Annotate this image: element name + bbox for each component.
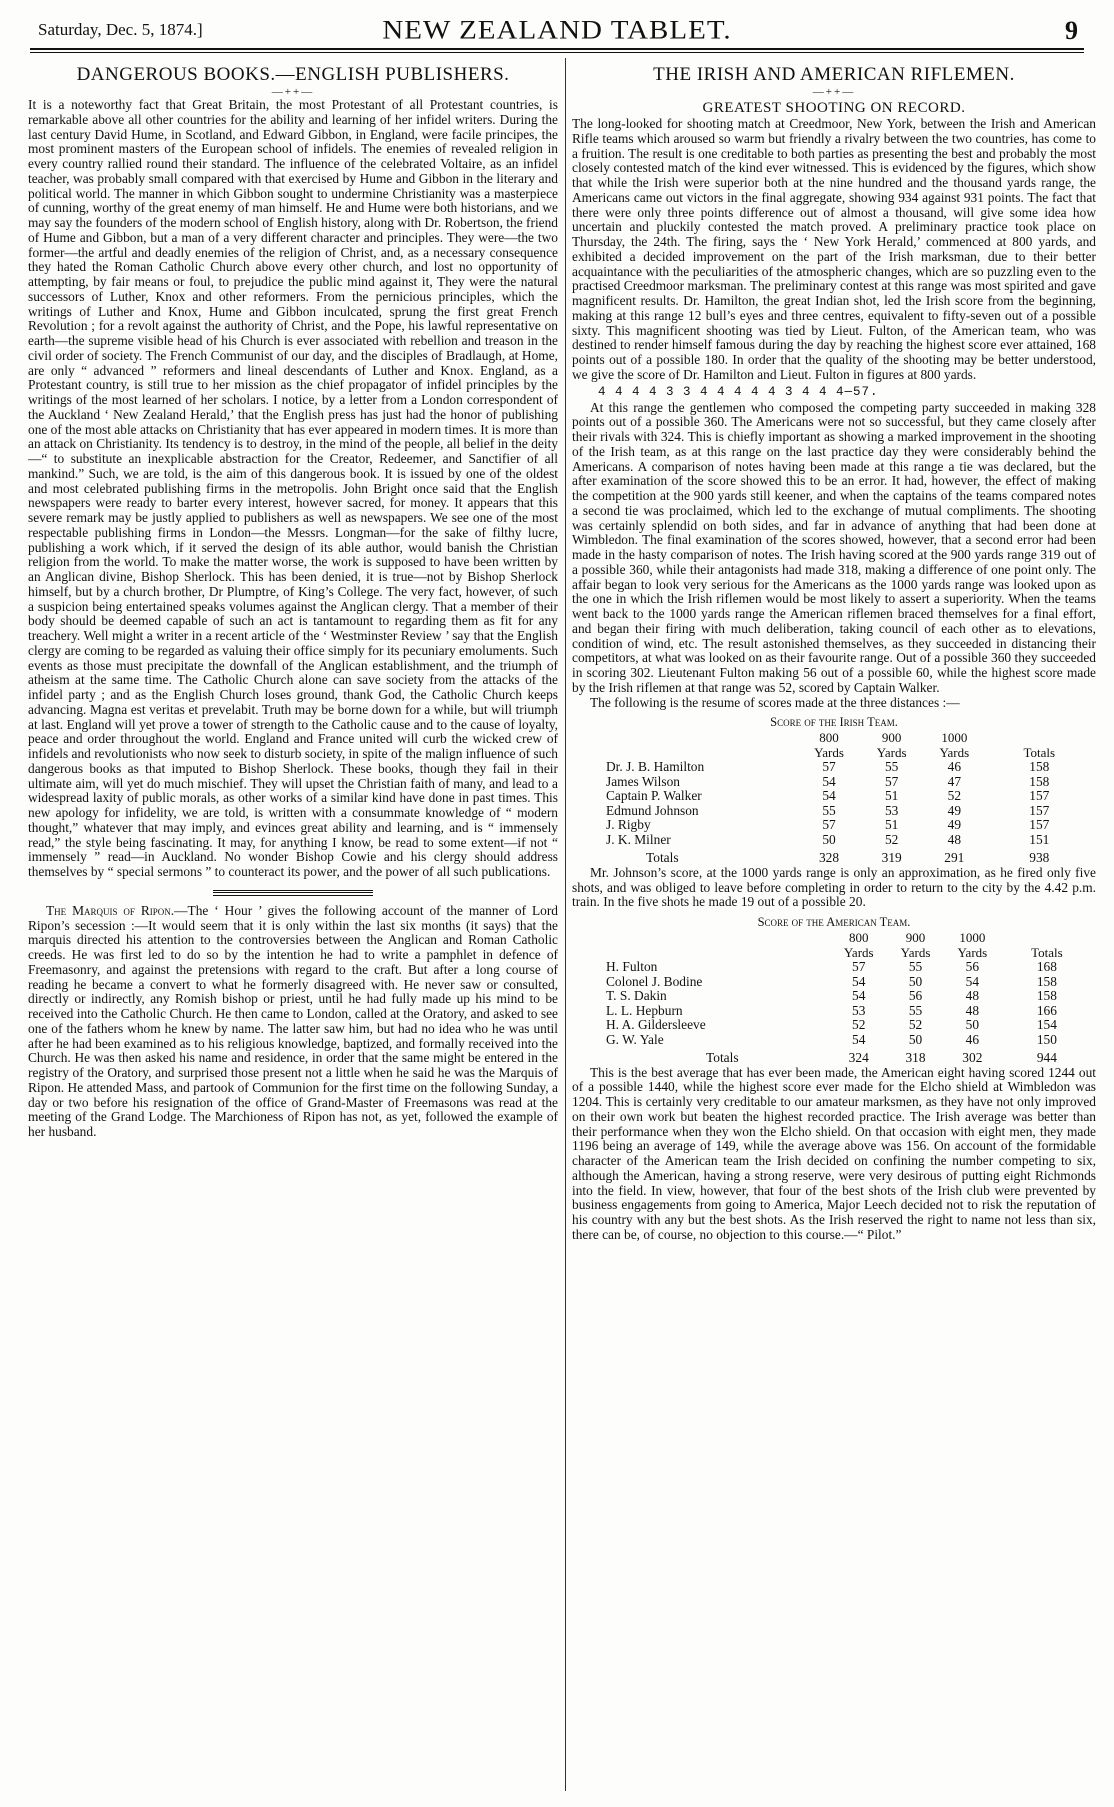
score-cell: 54 [965,973,980,989]
score-cell: 52 [852,1017,866,1032]
right-column [572,58,1096,1793]
score-cell: 55 [908,959,923,974]
table-row [606,804,1096,819]
score-cell: 54 [852,988,866,1003]
table-header-row [606,731,1096,746]
score-cell: 46 [947,759,962,775]
shooter-name: Colonel J. Bodine [606,973,703,989]
score-cell: 49 [947,802,962,818]
score-cell: 50 [965,1017,980,1032]
score-cell: 291 [944,850,965,866]
newspaper-title: NEW ZEALAND TABLET. [382,15,732,45]
score-cell: 52 [947,788,962,804]
score-figures: 4 4 4 4 3 3 4 4 4 4 4 3 4 4 4—57. [598,384,879,399]
riflemen-paragraph-4: Mr. Johnson’s score, at the 1000 yards range is only an approximation, as he fired only five shots, and was obliged to leave before completing in order to return to the city by the 4.42 p.m. train. In the five shots he made 19 out of a possible 20. [572,864,1096,910]
score-cell: 56 [908,988,923,1003]
distance-header: 900 [881,730,902,746]
score-cell: 48 [965,1002,980,1018]
ripon-body: —The ‘ Hour ’ gives the following account of the manner of Lord Ripon’s secession :—It would seem that it is only within the last six months (it says) that the marquis directed his attention to the controversies between the Anglican and Roman Catholic creeds. He was first led to do so by the intention he had to write a pamphlet in defence of Freemasonry, and against the pretensions with regard to the craft. But after a long course of reading he became a convert to what he formerly disagreed with. He never saw or consulted, directly or indirectly, any Romish bishop or priest, until he had fully made up his mind to be received into the Catholic Church. He then came to London, called at the Oratory, and asked to see one of the fathers whom he knew by name. The latter saw him, but had no idea who he was until after he had been examined as to his religious knowledge, baptized, and formally received into the Church. He was then asked his name and residence, in order that the same might be entered in the registry of the Oratory, and surprised those present not a little when he said he was the Marquis of Ripon. He attended Mass, and partook of Communion for the first time on the following Sunday, a day or two before his resignation of the office of Grand-Master of Freemasons was read at the meeting of the Grand Lodge. The Marchioness of Ripon has not, as yet, followed the example of her husband. [28,902,558,1139]
score-cell: 324 [848,1050,869,1065]
table-row [606,760,1096,775]
table-row [606,1018,1096,1033]
total-cell: 157 [1029,802,1050,818]
shooter-name: H. Fulton [606,959,658,974]
table-row [606,818,1096,833]
score-cell: 47 [947,773,962,789]
score-cell: 52 [908,1017,923,1032]
table-row [606,775,1096,790]
riflemen-paragraph-5: This is the best average that has ever been made, the American eight having scored 1244 out of a possible 1440, while the highest score ever made for the Elcho shield at Wimbledon was 1204. This is certainly very creditable to our amateur marksmen, as they have not only improved on their own work but beaten the highest recorded practice. The Irish average was better than their performance when they won the Elcho shield. On that occasion with eight men, they made 1196 being an average of 149, while the average above was 156. On account of the formidable character of the American team the Irish decided on confining the number competing to six, although the American, having a strong reserve, were very desirous of putting eight Richmonds into the field. In view, however, that four of the best shots of the Irish club were prevented by business engagements from going to America, Major Leech decided not to risk the reputation of his country with any but the best shots. As the Irish reserved the right to name not less than six, there can be, of course, no objection to this course.—“ Pilot.” [572,1064,1096,1242]
shooter-name: Edmund Johnson [606,802,699,818]
score-cell: 54 [852,1031,866,1047]
shooter-name: J. Rigby [606,817,651,833]
distance-header: 800 [848,930,869,945]
masthead-rule [30,52,1084,53]
unit-header: Yards [900,944,931,960]
score-cell: 57 [884,773,899,789]
score-cell: 55 [822,802,836,818]
unit-header: Yards [957,944,988,960]
article-heading-dangerous-books: DANGEROUS BOOKS.—ENGLISH PUBLISHERS. [76,64,510,85]
article-heading-riflemen: THE IRISH AND AMERICAN RIFLEMEN. [653,64,1015,85]
score-cell: 56 [965,959,980,974]
unit-header: Yards [939,744,970,760]
score-cell: 54 [822,773,836,789]
shooter-name: Dr. J. B. Hamilton [606,759,705,775]
table-header-row [606,946,1096,961]
table-row [606,1033,1096,1048]
score-cell: 50 [908,1031,923,1047]
issue-date: Saturday, Dec. 5, 1874.] [38,20,203,39]
score-cell: 54 [822,788,836,804]
score-cell: 57 [822,759,836,775]
riflemen-paragraph-1: The long-looked for shooting match at Creedmoor, New York, between the Irish and American Rifle teams which aroused so warm but friendly a rivalry between the two countries, has come to a fruition. The result is one creditable to both parties as presenting the best and probably the most closely contested match of the kind ever witnessed. This is evidenced by the figures, which show that while the Irish were superior both at the nine hundred and the thousand yards range, the Americans came out victors in the final aggregate, showing 934 against 931 points. The fact that there were only three points difference out of almost a thousand, will give some idea how uncertain and pluckily contested the match proved. A preliminary practice took place on Thursday, the 24th. The firing, says the ‘ New York Herald,’ commenced at 800 yards, and exhibited a decided improvement on the part of the Irish marksman, due to their better acquaintance with the peculiarities of the atmospheric changes, which are so puzzling even to the practised Creedmoor marksman. The preliminary contest at this range was most spirited and gave magnificent results. Dr. Hamilton, the great Indian shot, led the Irish score from the beginning, making at this range 12 bull’s eyes and three centres, equivalent to fifty-seven out of a possible sixty. This magnificent shooting was tied by Lieut. Fulton, of the American team, who was destined to render himself famous during the day by reaching the highest score ever attained, 168 points out of a possible 180. In order that the quality of the shooting may be better understood, we give the score of Dr. Hamilton and Lieut. Fulton in figures at 800 yards. [572,116,1096,382]
totals-row [606,1047,1096,1066]
shooter-name: James Wilson [606,773,680,789]
totals-label: Totals [706,1050,739,1065]
total-cell: 158 [1029,773,1050,789]
article-body-dangerous-books: It is a noteworthy fact that Great Britain, the most Protestant of all Protestant countries, is remarkable above all other countries for the ability and learning of her infidel writers. During the last century David Hume, in Scotland, and Edward Gibbon, in England, were facile principes, the most prominent masters of the European school of infidels. The enemies of revealed religion in every country rallied round their standard. The influence of the celebrated Voltaire, as an infidel teacher, was probably small compared with that exercised by Hume and Gibbon in the literary and political world. The manner in which Gibbon sought to undermine Christianity was a masterpiece of cunning, worthy of the great enemy of man himself. He and Hume were both historians, and we may say the founders of the modern school of English history, along with Dr. Robertson, the friend of Hume and Gibbon, but a man of a very different character and principles. They were—the two former—the artful and deadly enemies of the religion of Christ, and, as a necessary consequence they hated the Roman Catholic Church above every other church, and lost no opportunity of attempting, by fair means or foul, to prejudice the public mind against it, They were the natural successors of Luther, Knox and other reformers. From the pernicious principles, which the writings of Luther and Knox, Hume and Gibbon inculcated, sprung the first great French Revolution ; for a revolt against the authority of Christ, and the Pope, his lawful representative on earth—the supreme visible head of his Church is ever associated with rebellion and treason in the civil order of society. The French Communist of our day, and the disciples of Bradlaugh, at Home, are only “ advanced ” reformers and lineal descendants of Luther and Knox. England, as a Protestant country, is still true to her mission as the chief propagator of infidel principles by the writings of the most learned of her scholars. I notice, by a letter from a London correspondent of the Auckland ‘ New Zealand Herald,’ that the English press has just had the honor of publishing one of the most able attacks on Christianity that has ever appeared in modern times. It is more than an attack on Christianity. Its tendency is to destroy, in the mind of the people, all belief in the deity—“ to substitute an inexplicable abstraction for the Creator, Redeemer, and Sanctifier of all mankind.” Such, we are told, is the aim of this dangerous book. It is issued by one of the oldest and most celebrated publishing firms in the metropolis. John Bright once said that the English newspapers were ready to barter every interest, however sacred, for money. It appears that this severe remark may be justly applied to publishers as well as newspapers. We see one of the most respectable publishing firms in London—the Messrs. Longman—for the sake of filthy lucre, publishing a work which, if it served the design of its able author, would banish the Christian religion from the world. To make the matter worse, the work is supposed to have been written by an Anglican divine, Bishop Sherlock. This has been denied, it is true—not by Bishop Sherlock himself, but by a church brother, Dr Plumptre, of King’s College. The very fact, however, of such a suspicion being entertained speaks volumes against the Anglican clergy. That a member of their body should be deemed capable of such an act is tantamount to regarding them as fit for any treachery. Well might a writer in a recent article of the ‘ Westminster Review ’ say that the English clergy are coming to be regarded as valuing their office simply for its pecuniary emoluments. Such events as those must precipitate the downfall of the Anglican establishment, and the triumph of atheism at the same time. The Catholic Church alone can save society from the attacks of the infidel party ; and as the English Church loses ground, thank God, the Catholic Church keeps advancing. Magna est veritas et prevelabit. Truth may be borne down for a while, but will triumph at last. England will yet prove a tower of strength to the Catholic cause and to the cause of loyalty, peace and order throughout the world. England and France united will curb the wicked crew of infidels and revolutionists who now seek to disturb society, in spite of the malign influence of such dangerous books as that imputed to Bishop Sherlock. These books, though they fail in their ultimate aim, will yet do much mischief. They will upset the Christian faith of many, and lead to a widespread laxity of public morals, as other works of a similar kind have done in past times. This new apology for infidelity, we are told, is written with a consummate knowledge of “ modern thought,” whatever that may imply, and evinces great ability and learning, and is “ immensely read,” the style being fascinating. It may, for anything I know, be read to some extent—if not “ immensely ” read—in Auckland. No wonder Bishop Cowie and his clergy should address themselves by “ special sermons ” to counteract its power, and the power of all such publications. [28,97,558,879]
totals-label: Totals [646,850,679,866]
total-cell: 157 [1029,817,1050,833]
score-cell: 46 [965,1031,980,1047]
total-cell: 158 [1029,759,1050,775]
shooter-name: L. L. Hepburn [606,1002,683,1018]
irish-score-table [606,731,1096,866]
masthead [30,14,1084,50]
table-row [606,989,1096,1004]
total-cell: 158 [1036,973,1057,989]
score-cell: 302 [962,1050,983,1065]
total-cell: 168 [1036,959,1057,974]
distance-header: 1000 [959,930,986,945]
american-score-table [606,931,1096,1066]
score-cell: 328 [818,850,840,866]
article-subheading: GREATEST SHOOTING ON RECORD. [702,100,966,116]
distance-header: 1000 [941,730,968,746]
column-divider [565,58,566,1791]
score-cell: 55 [884,759,899,775]
distance-header: 800 [819,730,839,746]
unit-header: Yards [876,744,907,760]
page-number: 9 [1065,16,1078,45]
shooter-name: T. S. Dakin [606,988,667,1003]
score-cell: 57 [852,959,866,974]
score-cell: 55 [908,1002,923,1018]
total-cell: 150 [1036,1031,1057,1047]
score-cell: 51 [884,788,899,804]
score-cell: 57 [822,817,836,833]
table-row [606,1004,1096,1019]
american-table-title: Score of the American Team. [757,915,911,929]
score-cell: 48 [965,988,980,1003]
total-cell: 938 [1029,850,1050,866]
riflemen-paragraph-2: At this range the gentlemen who composed the competing party succeeded in making 328 points out of a possible 360. The Americans were not so successful, but they came closely after their rivals with 324. This is chiefly important as showing a marked improvement in the shooting of the Irish team, as at this range on the last practice day they were considerably behind the Americans. A comparison of notes having been made at this range a tie was declared, but the after examination of the score showed this to be an error. It had, however, the effect of making the competition at the 900 yards still keener, and when the captains of the teams compared notes a second tie was proclaimed, which led to the exchange of mutual compliments. The shooting was certainly splendid on both sides, and far in advance of anything that had been done at Wimbledon. The final examination of the scores showed, however, that a second error had been made in the hasty comparison of notes. The Irish having scored at the 900 yards range 319 out of a possible 360, while their antagonists had made 318, making a difference of one point only. The affair began to look very serious for the Americans as the 1000 yards range was looked upon as the one in which the Irish riflemen would be most likely to assert a superiority. When the teams went back to the 1000 yards range the American riflemen braced themselves for a final effort, and began their firing with much deliberation, taking council of each other as to elevations, condition of wind, etc. The result astonished themselves, as they succeeded in distancing their competitors, at what was looked on as their favourite range. Out of a possible 360 they succeeded in scoring 302. Lieutenant Fulton making 56 out of a possible 60, while the highest score made by the Irish riflemen at that range was 52, scored by Captain Walker. [572,399,1096,695]
unit-header: Yards [843,944,874,960]
table-row [606,975,1096,990]
score-cell: 49 [947,817,962,833]
total-cell: 166 [1036,1002,1057,1018]
total-cell: 151 [1029,831,1050,847]
heading-ornament: —++— [271,86,315,98]
total-cell: 154 [1036,1017,1057,1032]
left-column [28,58,558,1793]
table-row [606,960,1096,975]
total-cell: 158 [1036,988,1057,1003]
score-cell: 318 [905,1050,926,1065]
riflemen-paragraph-3: The following is the resume of scores made at the three distances :— [590,694,960,710]
table-row [606,833,1096,848]
score-cell: 51 [884,817,899,833]
distance-header: 900 [905,930,926,945]
article-separator [213,890,373,896]
score-cell: 52 [884,831,899,847]
score-cell: 319 [881,850,902,866]
table-row [606,789,1096,804]
ripon-lead: The Marquis of Ripon. [46,902,175,918]
score-cell: 53 [852,1002,866,1018]
shooter-name: G. W. Yale [606,1031,664,1047]
shooter-name: Captain P. Walker [606,788,702,804]
table-header-row [606,931,1096,946]
article-ripon [28,904,558,1140]
totals-row [606,847,1096,866]
table-header-row [606,746,1096,761]
score-cell: 50 [822,831,836,847]
total-cell: 157 [1029,788,1050,804]
irish-table-title: Score of the Irish Team. [770,715,898,730]
totals-header: Totals [1023,744,1056,760]
shooter-name: J. K. Milner [606,831,671,847]
score-cell: 54 [852,973,866,989]
score-cell: 50 [908,973,923,989]
totals-header: Totals [1031,944,1063,960]
shooter-name: H. A. Gildersleeve [606,1017,706,1032]
score-cell: 53 [884,802,899,818]
total-cell: 944 [1036,1050,1057,1065]
score-cell: 48 [947,831,962,847]
unit-header: Yards [814,744,844,760]
heading-ornament: —++— [812,86,856,98]
